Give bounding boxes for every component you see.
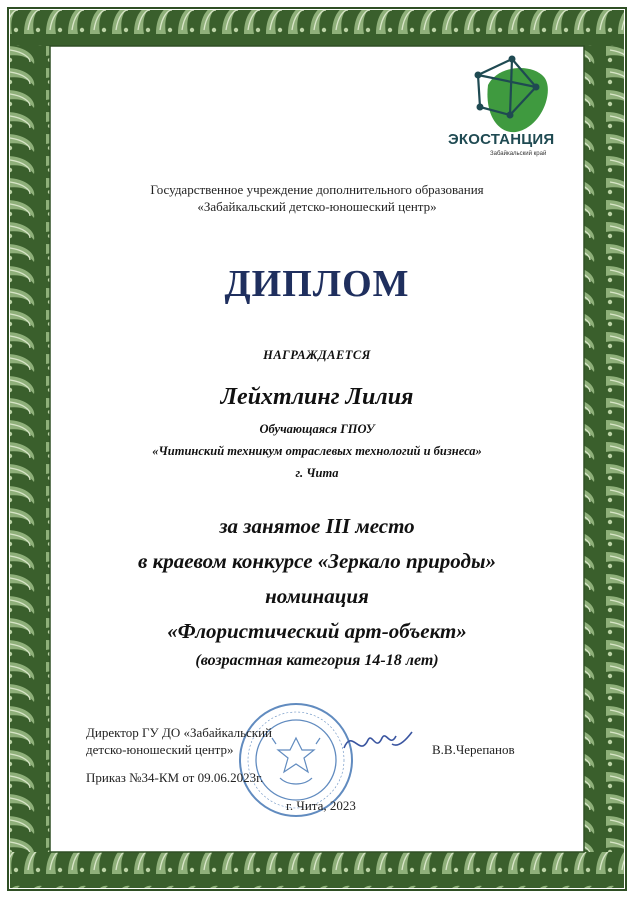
diploma-title: ДИПЛОМ: [224, 263, 410, 305]
awarded-label: НАГРАЖДАЕТСЯ: [263, 348, 371, 362]
organization-line2: «Забайкальский детско-юношеский центр»: [197, 199, 437, 214]
director-name: В.В.Черепанов: [432, 742, 515, 757]
recipient-status: Обучающаяся ГПОУ: [259, 422, 375, 436]
director-title-line1: Директор ГУ ДО «Забайкальский: [86, 725, 273, 740]
recipient-institution: «Читинский техникум отраслевых технологий и бизнеса»: [152, 444, 482, 458]
achievement-nomination-label: номинация: [265, 584, 369, 608]
logo-name: [448, 131, 554, 148]
logo-subtitle: Забайкальский край: [490, 151, 547, 157]
place-date: г. Чита, 2023: [286, 798, 356, 813]
director-title-line2: детско-юношеский центр»: [86, 742, 234, 757]
organization-line1: Государственное учреждение дополнительного образования: [150, 182, 484, 197]
achievement-age-category: (возрастная категория 14-18 лет): [195, 652, 439, 669]
recipient-city: г. Чита: [295, 466, 339, 480]
achievement-place: за занятое III место: [219, 514, 415, 538]
achievement-nomination: «Флористический арт-объект»: [167, 619, 467, 643]
recipient-name: Лейхтлинг Лилия: [220, 384, 414, 410]
achievement-contest: в краевом конкурсе «Зеркало природы»: [137, 549, 497, 573]
logo-name-eco: ЭКО: [448, 131, 481, 148]
director-signature: [340, 718, 420, 768]
order-number: Приказ №34-КМ от 09.06.2023г.: [86, 770, 264, 785]
logo-name-stanciya: СТАНЦИЯ: [480, 131, 555, 148]
